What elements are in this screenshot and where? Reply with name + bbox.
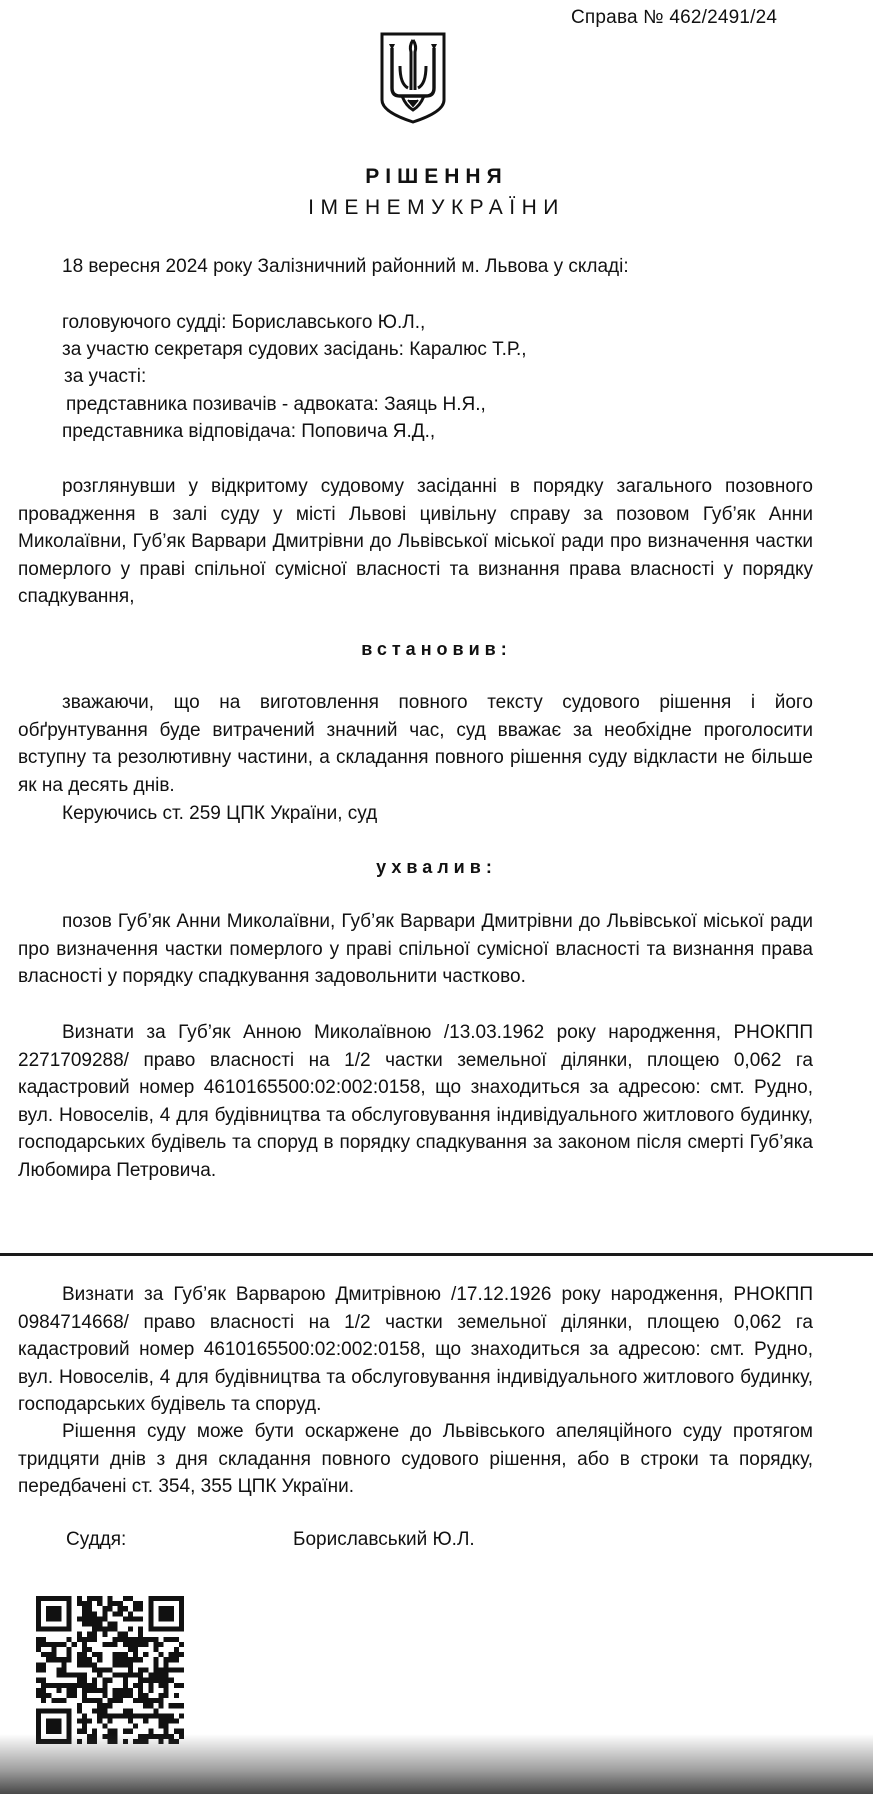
signature-label: Суддя: — [66, 1529, 127, 1550]
composition-line: за участі: — [64, 366, 147, 387]
bottom-shadow — [0, 1734, 873, 1794]
trident-emblem-icon — [378, 30, 448, 124]
heading-established: встановив: — [361, 639, 512, 659]
page-divider — [0, 1253, 873, 1256]
document-title: РІШЕННЯ — [365, 165, 508, 188]
guided-line: Керуючись ст. 259 ЦПК України, суд — [62, 803, 378, 824]
signature-name: Бориславський Ю.Л. — [293, 1529, 475, 1550]
ruling-paragraph-1: позов Губ’як Анни Миколаївни, Губ’як Варвари Дмитрівни до Львівської міської ради про визначення частки померлого у праві спільної сумісної власності та визнання права власності у порядку спадкування задовольнити частково. — [18, 911, 813, 987]
case-number: Справа № 462/2491/24 — [571, 7, 778, 28]
considered-paragraph: розглянувши у відкритому судовому засіданні в порядку загального позовного провадження в залі суду у місті Львові цивільну справу за позовом Губ’як Анни Миколаївни, Губ’як Варвари Дмитрівни до Львівської міської ради про визначення частки померлого у праві спільної сумісної власності та визнання права власності у порядку спадкування, — [18, 476, 813, 607]
heading-ruled: ухвалив: — [376, 857, 497, 877]
composition-line: представника позивачів - адвоката: Заяць Н.Я., — [66, 394, 486, 415]
ruling-paragraph-2: Визнати за Губ’як Анною Миколаївною /13.03.1962 року народження, РНОКПП 2271709288/ право власності на 1/2 частки земельної ділянки, площею 0,062 га кадастровий номер 4610165500:02:002:0158, що знаходиться за адресою: смт. Рудно, вул. Новоселів, 4 для будівництва та обслуговування індивідуального житлового будинку, господарських будівель та споруд в порядку спадкування за законом після смерті Губ’яка Любомира Петровича. — [18, 1022, 813, 1181]
ruling-paragraph-3: Визнати за Губ’як Варварою Дмитрівною /17.12.1926 року народження, РНОКПП 0984714668/ право власності на 1/2 частки земельної ділянки, площею 0,062 га кадастровий номер 4610165500:02:002:0158, що знаходиться за адресою: смт. Рудно, вул. Новоселів, 4 для будівництва та обслуговування індивідуального житлового будинку, господарських будівель та споруд. — [18, 1284, 813, 1415]
date-line: 18 вересня 2024 року Залізничний районний м. Львова у складі: — [62, 256, 629, 277]
document-subtitle: ІМЕНЕМУКРАЇНИ — [308, 196, 565, 219]
established-paragraph: зважаючи, що на виготовлення повного тексту судового рішення і його обґрунтування буде витрачений значний час, суд вважає за необхідне проголосити вступну та резолютивну частини, а складання повного рішення суду відкласти не більше як на десять днів. — [18, 692, 813, 796]
composition-line: представника відповідача: Поповича Я.Д., — [62, 421, 436, 442]
composition-line: за участю секретаря судових засідань: Каралюс Т.Р., — [62, 339, 527, 360]
composition-line: головуючого судді: Бориславського Ю.Л., — [62, 312, 426, 333]
appeal-paragraph: Рішення суду може бути оскаржене до Львівського апеляційного суду протягом тридцяти днів з дня складання повного судового рішення, або в строки та порядку, передбачені ст. 354, 355 ЦПК України. — [18, 1421, 813, 1497]
qr-code-icon — [36, 1596, 184, 1744]
